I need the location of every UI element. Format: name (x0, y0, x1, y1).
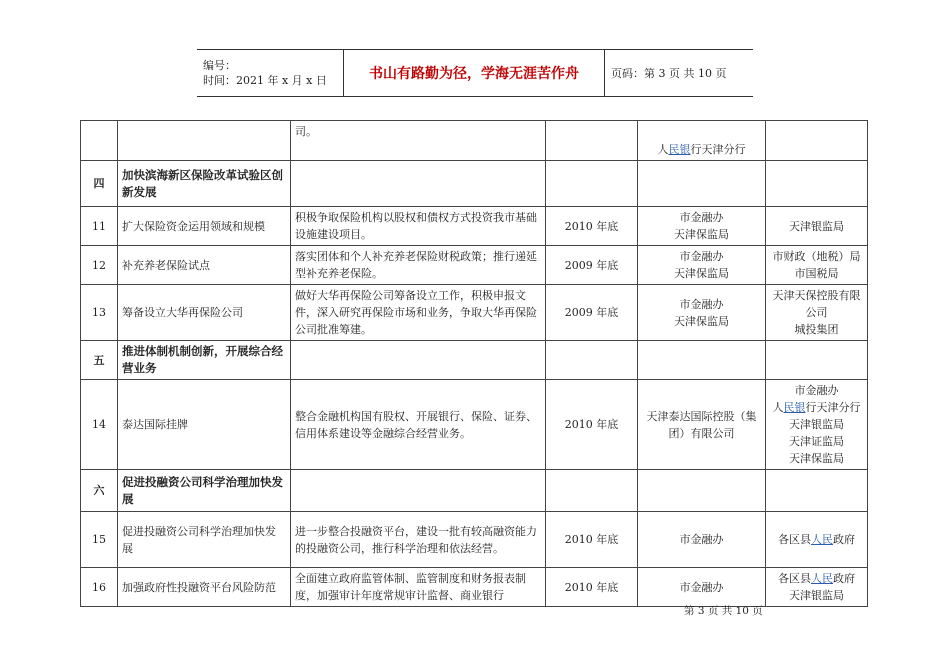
row-number: 15 (81, 512, 118, 568)
page-footer: 第 3 页 共 10 页 (684, 605, 763, 617)
section-row (81, 470, 868, 512)
partner-cell: 各区县人民政府 (766, 512, 868, 568)
desc-cell: 整合金融机构国有股权、开展银行、保险、证券、信用体系建设等金融综合经营业务。 (291, 380, 546, 470)
lead-cell: 人民银行天津分行 (638, 121, 766, 161)
item-cell: 补充养老保险试点 (118, 246, 291, 285)
section-title: 推进体制机制创新，开展综合经营业务 (118, 341, 291, 380)
header-meta (197, 50, 344, 96)
table-row (81, 246, 868, 285)
section-number: 六 (81, 470, 118, 512)
lead-cell: 市金融办 天津保监局 (638, 285, 766, 341)
partner-cell: 天津天保控股有限公司 城投集团 (766, 285, 868, 341)
desc-cell: 司。 (291, 121, 546, 161)
table-row (81, 568, 868, 607)
section-title: 促进投融资公司科学治理加快发展 (118, 470, 291, 512)
desc-cell: 落实团体和个人补充养老保险财税政策；推行递延型补充养老保险。 (291, 246, 546, 285)
deadline-cell: 2009 年底 (546, 246, 638, 285)
deadline-cell: 2010 年底 (546, 512, 638, 568)
item-cell: 泰达国际挂牌 (118, 380, 291, 470)
row-number: 14 (81, 380, 118, 470)
table-row (81, 512, 868, 568)
partner-cell: 市金融办 人民银行天津分行 天津银监局 天津证监局 天津保监局 (766, 380, 868, 470)
table-row (81, 207, 868, 246)
deadline-cell: 2009 年底 (546, 285, 638, 341)
header-page-label: 页码：第 3 页 共 10 页 (611, 67, 727, 80)
row-number: 12 (81, 246, 118, 285)
partner-cell: 市财政（地税）局 市国税局 (766, 246, 868, 285)
section-row (81, 161, 868, 207)
item-cell: 扩大保险资金运用领域和规模 (118, 207, 291, 246)
link-text[interactable]: 民银 (783, 401, 806, 414)
lead-cell: 市金融办 天津保监局 (638, 207, 766, 246)
table-row (81, 380, 868, 470)
desc-cell: 积极争取保险机构以股权和债权方式投资我市基础设施建设项目。 (291, 207, 546, 246)
row-number: 13 (81, 285, 118, 341)
table-row (81, 285, 868, 341)
task-table (80, 120, 868, 607)
link-text[interactable]: 人民 (811, 533, 833, 546)
partner-cell: 天津银监局 (766, 207, 868, 246)
section-number: 五 (81, 341, 118, 380)
time-label: 时间：2021 年 x 月 x 日 (203, 74, 327, 87)
lead-cell: 市金融办 天津保监局 (638, 246, 766, 285)
item-cell: 加强政府性投融资平台风险防范 (118, 568, 291, 607)
link-text[interactable]: 民银 (668, 143, 691, 156)
lead-cell: 市金融办 (638, 568, 766, 607)
lead-cell: 市金融办 (638, 512, 766, 568)
deadline-cell: 2010 年底 (546, 380, 638, 470)
lead-cell: 天津泰达国际控股（集团）有限公司 (638, 380, 766, 470)
deadline-cell: 2010 年底 (546, 207, 638, 246)
section-row (81, 341, 868, 380)
link-text[interactable]: 人民 (811, 572, 833, 585)
row-number: 16 (81, 568, 118, 607)
item-cell: 筹备设立大华再保险公司 (118, 285, 291, 341)
item-cell: 促进投融资公司科学治理加快发展 (118, 512, 291, 568)
deadline-cell: 2010 年底 (546, 568, 638, 607)
desc-cell: 全面建立政府监管体制、监管制度和财务报表制度，加强审计年度常规审计监督、商业银行 (291, 568, 546, 607)
header-motto: 书山有路勤为径，学海无涯苦作舟 (344, 50, 605, 96)
partner-cell: 各区县人民政府 天津银监局 (766, 568, 868, 607)
section-title: 加快滨海新区保险改革试验区创新发展 (118, 161, 291, 207)
desc-cell: 做好大华再保险公司筹备设立工作，积极申报文件，深入研究再保险市场和业务，争取大华再保险公司批准筹建。 (291, 285, 546, 341)
desc-cell: 进一步整合投融资平台，建设一批有较高融资能力的投融资公司，推行科学治理和依法经营。 (291, 512, 546, 568)
section-number: 四 (81, 161, 118, 207)
page-header (197, 49, 753, 97)
table-row (81, 121, 868, 161)
row-number: 11 (81, 207, 118, 246)
number-label: 编号： (203, 59, 236, 72)
